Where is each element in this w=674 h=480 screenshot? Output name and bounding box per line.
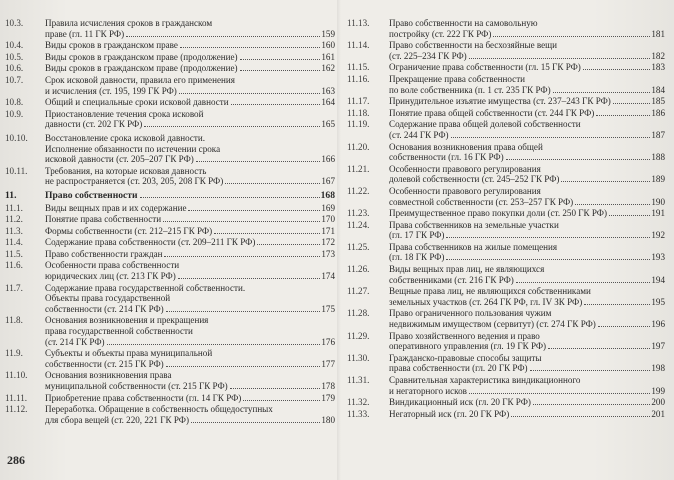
toc-entry-number: 11.9. <box>5 348 23 359</box>
toc-page-number: 168 <box>320 189 335 201</box>
toc-page-number: 165 <box>321 119 335 130</box>
toc-entry-title-line: Основания возникновения права <box>45 370 172 381</box>
toc-page-number: 166 <box>321 154 335 165</box>
toc-entry <box>5 260 335 281</box>
toc-entry-number: 11.20. <box>347 141 370 152</box>
toc-leader-dots <box>446 258 650 260</box>
toc-entry-title-line: Право хозяйственного ведения и право <box>389 330 540 341</box>
toc-entry-title-line: Право собственности на бесхозяйные вещи <box>389 40 558 51</box>
toc-entry-title-line: Виды сроков в гражданском праве (продолжение) <box>45 51 238 62</box>
toc-entry-number: 11.27. <box>347 286 370 297</box>
toc-entry-number: 11.22. <box>347 185 370 196</box>
toc-entry <box>5 404 335 425</box>
toc-entry-number: 10.10. <box>5 132 28 143</box>
toc-entry-number: 11.24. <box>347 219 370 230</box>
page-fold <box>337 0 341 480</box>
toc-entry-number: 11.29. <box>347 330 370 341</box>
toc-leader-dots <box>188 209 320 211</box>
toc-page-number: 189 <box>651 174 665 185</box>
toc-entry <box>5 370 335 391</box>
toc-entry-number: 11.11. <box>5 392 28 403</box>
toc-entry <box>5 18 335 39</box>
toc-entry-number: 11.1. <box>5 202 23 213</box>
toc-entry-title-line: Основания возникновения и прекращения <box>45 315 209 326</box>
toc-leader-dots <box>166 310 321 312</box>
toc-leader-dots <box>126 35 320 37</box>
toc-entry <box>347 409 665 420</box>
toc-entry <box>5 52 335 63</box>
toc-leader-dots <box>584 303 650 305</box>
toc-page-number: 185 <box>651 96 665 107</box>
toc-entry-title-line: праве (гл. 11 ГК РФ) <box>45 28 125 39</box>
toc-entry-number: 11.25. <box>347 241 370 252</box>
toc-chapter <box>5 191 335 202</box>
toc-entry-number: 10.4. <box>5 40 24 51</box>
toc-leader-dots <box>178 277 321 279</box>
toc-entry-number: 11.28. <box>347 308 370 319</box>
toc-leader-dots <box>511 415 650 417</box>
toc-entry-title-line: Понятие права общей собственности (ст. 244 ГК РФ) <box>389 107 595 118</box>
toc-page-number: 201 <box>651 408 665 419</box>
toc-leader-dots <box>493 35 650 37</box>
toc-entry-title-line: Субъекты и объекты права муниципальной <box>45 348 213 359</box>
toc-leader-dots <box>548 347 650 349</box>
toc-entry-title-line: совместной собственности (ст. 253–257 ГК РФ) <box>389 196 574 207</box>
page-number: 286 <box>7 453 25 467</box>
toc-entry-number: 11.17. <box>347 96 370 107</box>
toc-entry-title-line: Понятие права собственности <box>45 214 162 225</box>
toc-page-number: 164 <box>321 97 335 108</box>
toc-page-number: 183 <box>651 62 665 73</box>
toc-leader-dots <box>196 160 321 162</box>
toc-page-number: 194 <box>651 274 665 285</box>
toc-leader-dots <box>469 392 650 394</box>
toc-leader-dots <box>230 387 321 389</box>
toc-page-number: 159 <box>321 28 335 39</box>
toc-page-number: 174 <box>321 271 335 282</box>
toc-entry-title-line: (гл. 17 ГК РФ) <box>389 230 445 241</box>
toc-leader-dots <box>583 68 651 70</box>
toc-entry-title-line: земельных участков (ст. 264 ГК РФ, гл. IV ЗК РФ) <box>389 296 583 307</box>
toc-leader-dots <box>446 236 650 238</box>
toc-entry-title-line: Основания возникновения права общей <box>389 141 543 152</box>
toc-entry-number: 11.10. <box>5 370 28 381</box>
toc-leader-dots <box>613 102 651 104</box>
toc-entry-title-line: Объекты права государственной <box>45 293 171 304</box>
toc-entry-title-line: Право собственности <box>45 189 138 201</box>
toc-leader-dots <box>164 255 320 257</box>
toc-entry <box>347 119 665 140</box>
toc-entry-number: 11.26. <box>347 264 370 275</box>
toc-entry-title-line: (ст. 225–234 ГК РФ) <box>389 50 467 61</box>
toc-entry-number: 11.18. <box>347 107 370 118</box>
toc-entry-number: 11.21. <box>347 163 370 174</box>
toc-entry-title-line: оперативного управления (гл. 19 ГК РФ) <box>389 341 547 352</box>
toc-leader-dots <box>598 325 651 327</box>
toc-entry-title-line: Особенности правового регулирования <box>389 163 541 174</box>
toc-entry <box>5 315 335 347</box>
toc-entry <box>347 164 665 185</box>
toc-page-number: 192 <box>651 230 665 241</box>
toc-entry-title-line: Требования, на которые исковая давность <box>45 165 207 176</box>
toc-leader-dots <box>609 214 650 216</box>
toc-entry-title-line: Вещные права лиц, не являющихся собственниками <box>389 286 591 297</box>
toc-entry-number: 11.3. <box>5 225 23 236</box>
toc-entry-number: 11.6. <box>5 260 23 271</box>
toc-entry-number: 11.13. <box>347 18 370 28</box>
toc-page-number: 198 <box>651 363 665 374</box>
toc-entry-title-line: Права собственников на жилые помещения <box>389 241 558 252</box>
toc-entry <box>347 397 665 408</box>
toc-entry <box>5 249 335 260</box>
toc-page-number: 175 <box>321 303 335 314</box>
toc-entry-title-line: (гл. 18 ГК РФ) <box>389 252 445 263</box>
toc-entry <box>347 286 665 307</box>
toc-leader-dots <box>240 69 321 71</box>
toc-entry-title-line: Восстановление срока исковой давности. <box>45 132 206 143</box>
toc-entry-title-line: Сравнительная характеристика виндикационного <box>389 375 581 385</box>
toc-entry-title-line: Принудительное изъятие имущества (ст. 237–243 ГК РФ) <box>389 96 611 107</box>
toc-page-number: 160 <box>321 40 335 51</box>
toc-entry-title-line: собственниками (ст. 216 ГК РФ) <box>389 274 514 285</box>
toc-entry-number: 11.16. <box>347 73 370 84</box>
toc-entry <box>5 109 335 130</box>
toc-entry-title-line: Особенности правового регулирования <box>389 185 541 196</box>
toc-entry-title-line: муниципальной собственности (ст. 215 ГК РФ) <box>45 381 228 391</box>
toc-entry-title-line: Права собственников на земельные участки <box>389 219 559 230</box>
toc-entry-title-line: собственности (ст. 215 ГК РФ) <box>45 358 164 369</box>
toc-page-number: 176 <box>321 336 335 347</box>
toc-entry-title-line: и исчисления (ст. 195, 199 ГК РФ) <box>45 85 177 96</box>
toc-page-number: 161 <box>321 51 335 62</box>
toc-entry-number: 11.15. <box>347 62 370 73</box>
toc-leader-dots <box>240 58 321 60</box>
toc-leader-dots <box>243 399 320 401</box>
toc-page-number: 199 <box>651 385 665 396</box>
toc-entry-number: 10.7. <box>5 74 24 85</box>
toc-entry-number: 11.32. <box>347 397 370 408</box>
toc-entry-title-line: Виндикационный иск (гл. 20 ГК РФ) <box>389 397 531 408</box>
toc-leader-dots <box>451 136 651 138</box>
toc-leader-dots <box>530 369 651 371</box>
toc-entry-number: 11.8. <box>5 315 23 326</box>
toc-entry-number: 11.12. <box>5 404 28 415</box>
toc-entry-title-line: собственности (ст. 214 ГК РФ) <box>45 303 164 314</box>
toc-entry-number: 10.6. <box>5 63 24 74</box>
toc-entry-number: 10.5. <box>5 51 24 62</box>
toc-entry-number: 11.33. <box>347 408 370 419</box>
toc-entry-title-line: Переработка. Обращение в собственность общедоступных <box>45 404 273 415</box>
toc-entry-title-line: Приобретение права собственности (гл. 14 ГК РФ) <box>45 392 242 403</box>
toc-page-number: 181 <box>651 28 665 39</box>
toc-entry <box>5 40 335 51</box>
toc-entry <box>5 393 335 404</box>
toc-entry <box>347 264 665 285</box>
toc-page-number: 187 <box>651 129 665 140</box>
toc-entry-title-line: Право ограниченного пользования чужим <box>389 308 552 319</box>
toc-page-number: 188 <box>651 152 665 163</box>
toc-page-number: 184 <box>651 84 665 95</box>
toc-page-number: 186 <box>651 107 665 118</box>
toc-leader-dots <box>469 57 651 59</box>
toc-page-number: 195 <box>651 296 665 307</box>
toc-leader-dots <box>506 158 651 160</box>
toc-entry <box>5 237 335 248</box>
toc-entry-title-line: исковой давности (ст. 205–207 ГК РФ) <box>45 154 194 165</box>
toc-entry <box>347 375 665 396</box>
toc-page-number: 163 <box>321 85 335 96</box>
toc-leader-dots <box>107 343 321 345</box>
toc-entry-title-line: (ст. 214 ГК РФ) <box>45 336 105 347</box>
toc-leader-dots <box>561 180 650 182</box>
toc-entry-title-line: Содержание права государственной собственности. <box>45 282 246 293</box>
toc-entry <box>347 308 665 329</box>
toc-entry-number: 11.7. <box>5 282 23 293</box>
toc-column-right <box>347 18 665 420</box>
toc-leader-dots <box>257 243 320 245</box>
toc-page-number: 180 <box>321 414 335 425</box>
toc-page-number: 169 <box>321 202 335 213</box>
toc-entry <box>347 353 665 374</box>
toc-page-number: 170 <box>321 214 335 225</box>
toc-entry-title-line: по воле собственника (п. 1 ст. 235 ГК РФ) <box>389 84 551 95</box>
toc-entry-title-line: Особенности права собственности <box>45 260 180 271</box>
toc-entry-title-line: Гражданско-правовые способы защиты <box>389 352 542 363</box>
toc-entry-title-line: Общий и специальные сроки исковой давности <box>45 97 229 108</box>
toc-entry-number: 10.9. <box>5 108 24 119</box>
toc-leader-dots <box>144 125 320 127</box>
toc-entry-number: 11.19. <box>347 119 370 130</box>
toc-entry <box>5 133 335 165</box>
toc-entry-title-line: и негаторного исков <box>389 385 467 396</box>
toc-entry-title-line: Содержание права общей долевой собственности <box>389 119 581 130</box>
toc-entry-title-line: права собственности (гл. 20 ГК РФ) <box>389 363 528 374</box>
toc-page-number: 197 <box>651 341 665 352</box>
toc-entry-title-line: Виды сроков в гражданском праве (продолжение) <box>45 63 238 74</box>
toc-entry-title-line: Формы собственности (ст. 212–215 ГК РФ) <box>45 225 213 236</box>
toc-entry-number: 11.4. <box>5 237 23 248</box>
toc-entry-title-line: Право собственности граждан <box>45 248 163 259</box>
toc-entry-title-line: давности (ст. 202 ГК РФ) <box>45 119 143 130</box>
toc-page-number: 173 <box>321 248 335 259</box>
toc-leader-dots <box>166 365 321 367</box>
toc-entry-number: 11.23. <box>347 208 370 219</box>
toc-leader-dots <box>180 46 320 48</box>
toc-entry <box>347 142 665 163</box>
toc-entry-title-line: Исполнение обязанности по истечении срока <box>45 143 221 154</box>
toc-entry-number: 10.8. <box>5 97 24 108</box>
toc-entry <box>5 75 335 96</box>
toc-page-number: 162 <box>321 63 335 74</box>
toc-leader-dots <box>191 421 320 423</box>
toc-entry <box>5 166 335 187</box>
toc-entry-title-line: не распространяется (ст. 203, 205, 208 ГК РФ) <box>45 176 224 187</box>
toc-entry <box>347 74 665 95</box>
toc-entry <box>5 226 335 237</box>
toc-entry <box>5 63 335 74</box>
toc-page-number: 191 <box>651 208 665 219</box>
toc-entry <box>347 186 665 207</box>
toc-entry-title-line: Прекращение права собственности <box>389 73 526 84</box>
toc-entry <box>347 40 665 61</box>
toc-entry-number: 11.2. <box>5 214 23 225</box>
toc-entry-number: 10.11. <box>5 165 28 176</box>
toc-page-number: 196 <box>651 319 665 330</box>
toc-entry <box>5 203 335 214</box>
toc-page-number: 200 <box>651 397 665 408</box>
toc-entry-title-line: Приостановление течения срока исковой <box>45 108 204 119</box>
toc-entry-title-line: Виды сроков в гражданском праве <box>45 40 178 51</box>
toc-page-number: 179 <box>321 392 335 403</box>
toc-entry-number: 11.5. <box>5 248 23 259</box>
toc-entry <box>347 108 665 119</box>
toc-leader-dots <box>596 114 650 116</box>
toc-entry-title-line: права государственной собственности <box>45 326 193 337</box>
toc-entry-number: 11. <box>5 189 17 201</box>
toc-entry <box>347 96 665 107</box>
toc-entry-title-line: Ограничение права собственности (гл. 15 ГК РФ) <box>389 62 581 73</box>
toc-leader-dots <box>533 403 650 405</box>
toc-entry <box>347 208 665 219</box>
toc-entry-title-line: постройку (ст. 222 ГК РФ) <box>389 28 492 39</box>
toc-entry-title-line: юридических лиц (ст. 213 ГК РФ) <box>45 271 176 282</box>
toc-entry <box>347 242 665 263</box>
toc-page-number: 171 <box>321 225 335 236</box>
toc-entry-title-line: собственности (гл. 16 ГК РФ) <box>389 152 504 163</box>
toc-entry-title-line: Виды вещных прав лиц, не являющихся <box>389 264 545 275</box>
toc-leader-dots <box>575 203 650 205</box>
toc-entry-number: 11.30. <box>347 352 370 363</box>
toc-page-number: 172 <box>321 237 335 248</box>
toc-entry-title-line: для сбора вещей (ст. 220, 221 ГК РФ) <box>45 414 189 425</box>
toc-leader-dots <box>231 103 321 105</box>
toc-entry <box>5 348 335 369</box>
toc-entry-title-line: Негаторный иск (гл. 20 ГК РФ) <box>389 408 510 419</box>
toc-entry-title-line: Содержание права собственности (ст. 209–211 ГК РФ) <box>45 237 256 248</box>
toc-entry-number: 10.3. <box>5 18 24 28</box>
toc-entry <box>5 214 335 225</box>
toc-entry-title-line: недвижимым имуществом (сервитут) (ст. 274 ГК РФ) <box>389 319 596 330</box>
toc-entry-number: 11.31. <box>347 375 370 385</box>
toc-page-number: 178 <box>321 381 335 391</box>
toc-leader-dots <box>214 232 320 234</box>
toc-leader-dots <box>179 92 321 94</box>
toc-entry-title-line: Преимущественное право покупки доли (ст. 250 ГК РФ) <box>389 208 608 219</box>
toc-entry-title-line: Срок исковой давности, правила его применения <box>45 74 235 85</box>
toc-leader-dots <box>553 91 651 93</box>
toc-page-number: 190 <box>651 196 665 207</box>
toc-entry <box>5 283 335 315</box>
toc-entry-title-line: Виды вещных прав и их содержание <box>45 202 187 213</box>
toc-entry-title-line: долевой собственности (ст. 245–252 ГК РФ) <box>389 174 560 185</box>
toc-entry <box>347 18 665 39</box>
toc-entry-title-line: Право собственности на самовольную <box>389 18 538 28</box>
toc-entry <box>347 331 665 352</box>
toc-entry <box>347 62 665 73</box>
toc-entry <box>347 220 665 241</box>
toc-entry-title-line: (ст. 244 ГК РФ) <box>389 129 449 140</box>
toc-page-number: 177 <box>321 358 335 369</box>
toc-page-number: 193 <box>651 252 665 263</box>
toc-leader-dots <box>140 196 320 198</box>
toc-entry <box>5 97 335 108</box>
toc-entry-number: 11.14. <box>347 40 370 51</box>
toc-page-number: 182 <box>651 50 665 61</box>
toc-column-left <box>5 18 335 426</box>
toc-entry-title-line: Правила исчисления сроков в гражданском <box>45 18 213 28</box>
toc-leader-dots <box>163 220 320 222</box>
toc-leader-dots <box>516 281 651 283</box>
toc-leader-dots <box>225 182 320 184</box>
toc-page-number: 167 <box>321 176 335 187</box>
